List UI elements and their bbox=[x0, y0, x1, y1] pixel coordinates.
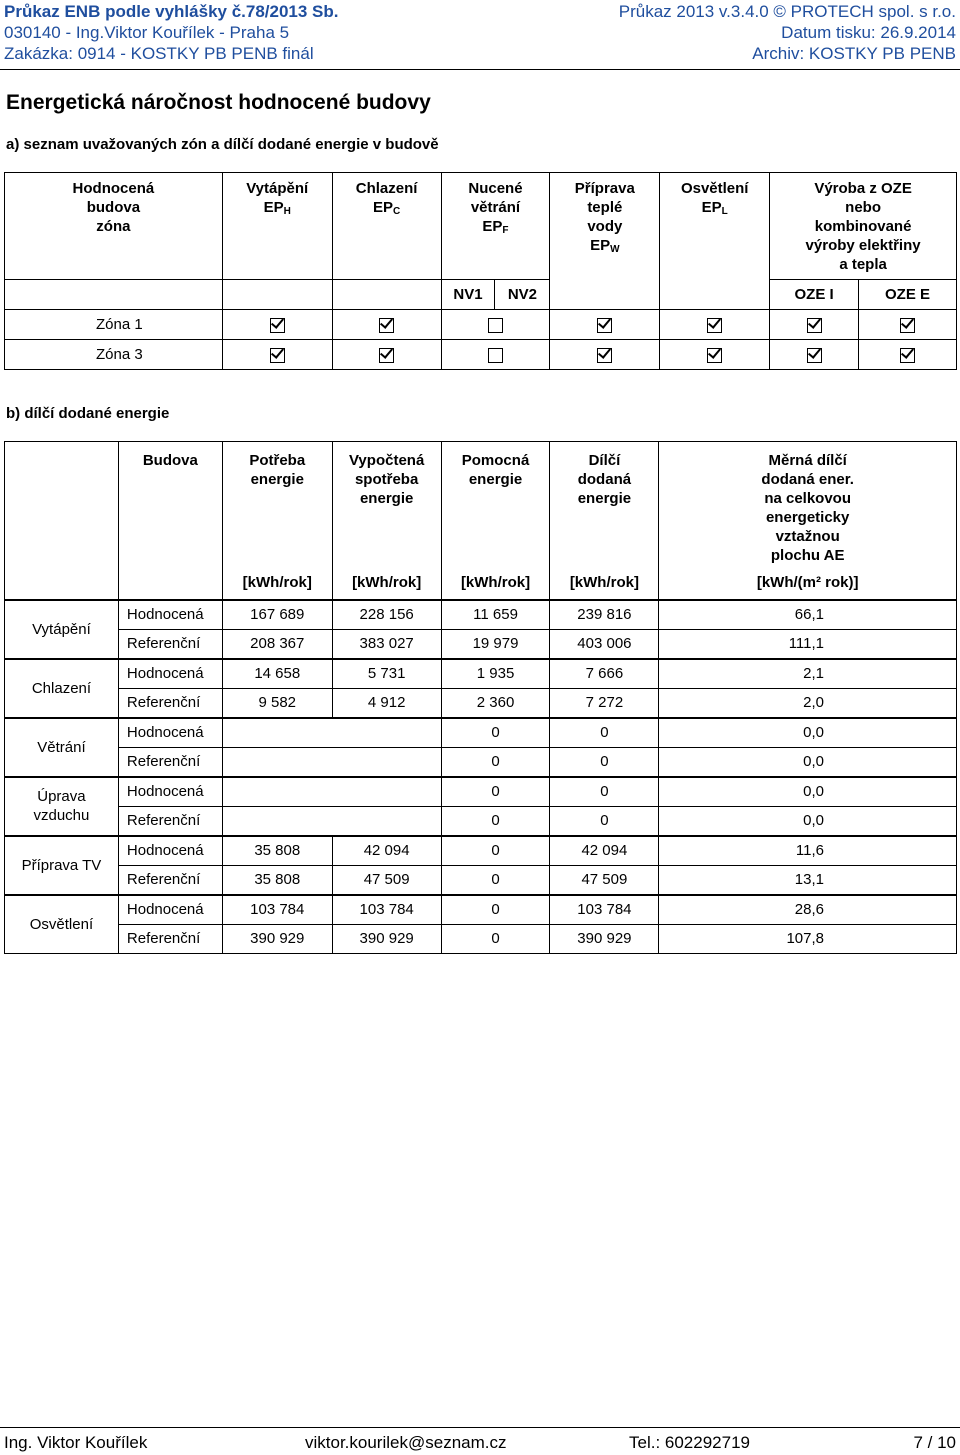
zone-name: Zóna 3 bbox=[5, 340, 223, 370]
aux-value: 0 bbox=[441, 806, 550, 836]
aux-value: 19 979 bbox=[441, 629, 550, 659]
partial-value: 7 666 bbox=[550, 659, 659, 689]
energy-row bbox=[5, 836, 957, 866]
partial-value: 239 816 bbox=[550, 600, 659, 630]
header-title: Průkaz ENB podle vyhlášky č.78/2013 Sb. bbox=[4, 2, 339, 21]
aux-value: 11 659 bbox=[441, 600, 550, 630]
unit-aux: [kWh/rok] bbox=[441, 566, 550, 600]
checked-checkbox-icon bbox=[900, 348, 915, 363]
zone-name: Zóna 1 bbox=[5, 310, 223, 340]
specific-value: 11,6 bbox=[659, 836, 957, 866]
calc-value: 47 509 bbox=[332, 865, 441, 895]
header-order: Zakázka: 0914 - KOSTKY PB PENB finál bbox=[4, 44, 314, 63]
calc-value bbox=[332, 747, 441, 777]
part-b-title: b) dílčí dodané energie bbox=[6, 405, 170, 422]
unit-calc: [kWh/rok] bbox=[332, 566, 441, 600]
checked-checkbox-icon bbox=[270, 318, 285, 333]
checked-checkbox-icon bbox=[807, 348, 822, 363]
col-specific-header: Měrná dílčí dodaná ener. na celkovou energeticky vztažnou plochu AE bbox=[659, 442, 957, 566]
aux-value: 0 bbox=[441, 895, 550, 925]
calc-value: 5 731 bbox=[332, 659, 441, 689]
zones-table bbox=[4, 172, 957, 370]
need-value bbox=[222, 777, 332, 807]
col-building-header: Budova bbox=[118, 442, 222, 566]
specific-value: 2,1 bbox=[659, 659, 957, 689]
calc-value bbox=[332, 777, 441, 807]
need-value: 14 658 bbox=[222, 659, 332, 689]
checked-checkbox-icon bbox=[707, 348, 722, 363]
need-value: 167 689 bbox=[222, 600, 332, 630]
header-divider bbox=[0, 69, 960, 70]
checked-checkbox-icon bbox=[597, 348, 612, 363]
specific-value: 0,0 bbox=[659, 777, 957, 807]
col-cooling-header: Chlazení $EP_C$ bbox=[332, 173, 441, 280]
energy-row bbox=[5, 777, 957, 807]
calc-value: 42 094 bbox=[332, 836, 441, 866]
partial-value: 0 bbox=[550, 777, 659, 807]
checked-checkbox-icon bbox=[707, 318, 722, 333]
partial-value: 7 272 bbox=[550, 688, 659, 718]
row-type: Referenční bbox=[118, 688, 222, 718]
unit-partial: [kWh/rok] bbox=[550, 566, 659, 600]
col-aux-header: Pomocná energie bbox=[441, 442, 550, 566]
aux-value: 2 360 bbox=[441, 688, 550, 718]
checked-checkbox-icon bbox=[900, 318, 915, 333]
energy-row bbox=[5, 924, 957, 954]
aux-value: 0 bbox=[441, 718, 550, 748]
calc-value: 390 929 bbox=[332, 924, 441, 954]
row-type: Hodnocená bbox=[118, 777, 222, 807]
row-type: Referenční bbox=[118, 747, 222, 777]
row-type: Referenční bbox=[118, 629, 222, 659]
specific-value: 28,6 bbox=[659, 895, 957, 925]
partial-value: 403 006 bbox=[550, 629, 659, 659]
col-zone-header: Hodnocená budova zóna bbox=[5, 173, 223, 280]
aux-value: 1 935 bbox=[441, 659, 550, 689]
zone-row bbox=[5, 310, 957, 340]
group-label: Vytápění bbox=[5, 600, 119, 659]
oze-e-header: OZE E bbox=[859, 280, 957, 310]
partial-value: 0 bbox=[550, 747, 659, 777]
energy-row bbox=[5, 600, 957, 630]
calc-value bbox=[332, 806, 441, 836]
unit-need: [kWh/rok] bbox=[222, 566, 332, 600]
need-value: 208 367 bbox=[222, 629, 332, 659]
col-dhw-header: Příprava teplé vody $EP_W$ bbox=[550, 173, 660, 310]
specific-value: 107,8 bbox=[659, 924, 957, 954]
partial-value: 0 bbox=[550, 718, 659, 748]
header-software: Průkaz 2013 v.3.4.0 © PROTECH spol. s r.o. bbox=[618, 2, 956, 21]
specific-value: 0,0 bbox=[659, 806, 957, 836]
energy-row bbox=[5, 688, 957, 718]
page-header bbox=[0, 0, 960, 72]
col-calc-header: Vypočtená spotřeba energie bbox=[332, 442, 441, 566]
calc-value bbox=[332, 718, 441, 748]
specific-value: 111,1 bbox=[659, 629, 957, 659]
need-value bbox=[222, 806, 332, 836]
row-type: Hodnocená bbox=[118, 659, 222, 689]
need-value: 9 582 bbox=[222, 688, 332, 718]
header-print-date: Datum tisku: 26.9.2014 bbox=[781, 23, 956, 42]
need-value bbox=[222, 718, 332, 748]
oze-i-header: OZE I bbox=[770, 280, 859, 310]
need-value: 35 808 bbox=[222, 865, 332, 895]
col-need-header: Potřeba energie bbox=[222, 442, 332, 566]
group-label: Příprava TV bbox=[5, 836, 119, 895]
aux-value: 0 bbox=[441, 865, 550, 895]
group-label: Osvětlení bbox=[5, 895, 119, 954]
unchecked-checkbox-icon bbox=[488, 348, 503, 363]
group-label: Chlazení bbox=[5, 659, 119, 718]
header-archive: Archiv: KOSTKY PB PENB bbox=[752, 44, 956, 63]
row-type: Hodnocená bbox=[118, 836, 222, 866]
energy-table bbox=[4, 441, 957, 954]
group-label: Větrání bbox=[5, 718, 119, 777]
col-heating-header: Vytápění $EP_H$ bbox=[222, 173, 332, 280]
specific-value: 0,0 bbox=[659, 747, 957, 777]
row-type: Hodnocená bbox=[118, 600, 222, 630]
zone-row bbox=[5, 340, 957, 370]
energy-row bbox=[5, 629, 957, 659]
specific-value: 2,0 bbox=[659, 688, 957, 718]
col-partial-header: Dílčí dodaná energie bbox=[550, 442, 659, 566]
energy-row bbox=[5, 865, 957, 895]
header-author: 030140 - Ing.Viktor Kouřílek - Praha 5 bbox=[4, 23, 290, 42]
aux-value: 0 bbox=[441, 777, 550, 807]
checked-checkbox-icon bbox=[379, 348, 394, 363]
energy-row bbox=[5, 718, 957, 748]
checked-checkbox-icon bbox=[597, 318, 612, 333]
footer-page: 7 / 10 bbox=[913, 1433, 956, 1452]
footer-divider bbox=[0, 1427, 960, 1428]
energy-row bbox=[5, 747, 957, 777]
calc-value: 4 912 bbox=[332, 688, 441, 718]
specific-value: 66,1 bbox=[659, 600, 957, 630]
row-type: Referenční bbox=[118, 865, 222, 895]
need-value: 390 929 bbox=[222, 924, 332, 954]
row-type: Hodnocená bbox=[118, 718, 222, 748]
partial-value: 42 094 bbox=[550, 836, 659, 866]
partial-value: 103 784 bbox=[550, 895, 659, 925]
footer-email: viktor.kourilek@seznam.cz bbox=[305, 1433, 507, 1452]
specific-value: 13,1 bbox=[659, 865, 957, 895]
nv1-header: NV1 bbox=[441, 280, 495, 310]
need-value: 103 784 bbox=[222, 895, 332, 925]
need-value bbox=[222, 747, 332, 777]
aux-value: 0 bbox=[441, 836, 550, 866]
calc-value: 228 156 bbox=[332, 600, 441, 630]
col-light-header: Osvětlení $EP_L$ bbox=[660, 173, 770, 310]
footer-phone: Tel.: 602292719 bbox=[629, 1433, 750, 1452]
checked-checkbox-icon bbox=[807, 318, 822, 333]
col-vent-header: Nucené větrání $EP_F$ bbox=[441, 173, 550, 280]
calc-value: 383 027 bbox=[332, 629, 441, 659]
unit-specific: [kWh/(m² rok)] bbox=[659, 566, 957, 600]
unchecked-checkbox-icon bbox=[488, 318, 503, 333]
energy-row bbox=[5, 806, 957, 836]
specific-value: 0,0 bbox=[659, 718, 957, 748]
calc-value: 103 784 bbox=[332, 895, 441, 925]
checked-checkbox-icon bbox=[270, 348, 285, 363]
partial-value: 390 929 bbox=[550, 924, 659, 954]
row-type: Referenční bbox=[118, 806, 222, 836]
row-type: Referenční bbox=[118, 924, 222, 954]
need-value: 35 808 bbox=[222, 836, 332, 866]
partial-value: 47 509 bbox=[550, 865, 659, 895]
nv2-header: NV2 bbox=[495, 280, 550, 310]
energy-row bbox=[5, 895, 957, 925]
part-a-title: a) seznam uvažovaných zón a dílčí dodané energie v budově bbox=[6, 136, 439, 153]
checked-checkbox-icon bbox=[379, 318, 394, 333]
footer-name: Ing. Viktor Kouřílek bbox=[4, 1433, 148, 1452]
aux-value: 0 bbox=[441, 924, 550, 954]
aux-value: 0 bbox=[441, 747, 550, 777]
col-oze-header: Výroba z OZE nebo kombinované výroby elektřiny a tepla bbox=[770, 173, 957, 280]
partial-value: 0 bbox=[550, 806, 659, 836]
energy-row bbox=[5, 659, 957, 689]
row-type: Hodnocená bbox=[118, 895, 222, 925]
group-label: Úprava vzduchu bbox=[5, 777, 119, 836]
section-title: Energetická náročnost hodnocené budovy bbox=[6, 91, 431, 114]
